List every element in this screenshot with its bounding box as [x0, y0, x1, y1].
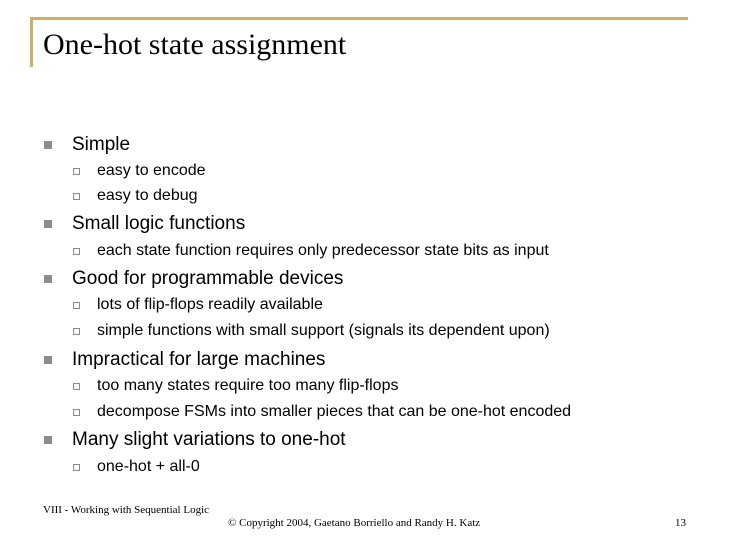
hollow-square-bullet-icon [73, 328, 80, 335]
square-bullet-icon [44, 356, 52, 364]
sub-bullet-item [97, 242, 549, 260]
sub-bullet-text: simple functions with small support (signals its dependent upon) [97, 322, 550, 339]
footer-copyright: © Copyright 2004, Gaetano Borriello and Randy H. Katz [228, 517, 481, 529]
hollow-square-bullet-icon [73, 248, 80, 255]
sub-bullet-text: easy to encode [97, 162, 206, 179]
hollow-square-bullet-icon [73, 168, 80, 175]
page-number: 13 [675, 517, 686, 529]
sub-bullet-text: easy to debug [97, 187, 198, 204]
footer-section-title: VIII - Working with Sequential Logic [43, 504, 210, 516]
bullet-text: Simple [72, 134, 131, 155]
bullet-item [72, 213, 245, 235]
sub-bullet-item [97, 322, 550, 340]
hollow-square-bullet-icon [73, 409, 80, 416]
hollow-square-bullet-icon [73, 302, 80, 309]
sub-bullet-text: decompose FSMs into smaller pieces that can be one-hot encoded [97, 403, 572, 420]
square-bullet-icon [44, 141, 52, 149]
sub-bullet-text: one-hot + all-0 [97, 458, 200, 475]
bullet-text: Impractical for large machines [72, 349, 326, 370]
title-frame-top-border [30, 17, 688, 20]
bullet-text: Good for programmable devices [72, 268, 344, 289]
square-bullet-icon [44, 220, 52, 228]
sub-bullet-text: too many states require too many flip-flops [97, 377, 399, 394]
square-bullet-icon [44, 275, 52, 283]
sub-bullet-item [97, 458, 200, 476]
hollow-square-bullet-icon [73, 383, 80, 390]
bullet-text: Small logic functions [72, 213, 246, 234]
bullet-item [72, 268, 343, 290]
hollow-square-bullet-icon [73, 193, 80, 200]
bullet-item [72, 134, 130, 156]
sub-bullet-item [97, 403, 571, 421]
hollow-square-bullet-icon [73, 464, 80, 471]
square-bullet-icon [44, 436, 52, 444]
sub-bullet-item [97, 377, 398, 395]
bullet-item [72, 349, 325, 371]
bullet-text: Many slight variations to one-hot [72, 429, 346, 450]
sub-bullet-item [97, 296, 323, 314]
sub-bullet-text: lots of flip-flops readily available [97, 296, 323, 313]
title-frame-left-border [30, 17, 33, 67]
slide-title: One-hot state assignment [43, 28, 347, 61]
sub-bullet-text: each state function requires only predecessor state bits as input [97, 242, 549, 259]
sub-bullet-item [97, 187, 198, 205]
sub-bullet-item [97, 162, 206, 180]
bullet-item [72, 429, 346, 451]
